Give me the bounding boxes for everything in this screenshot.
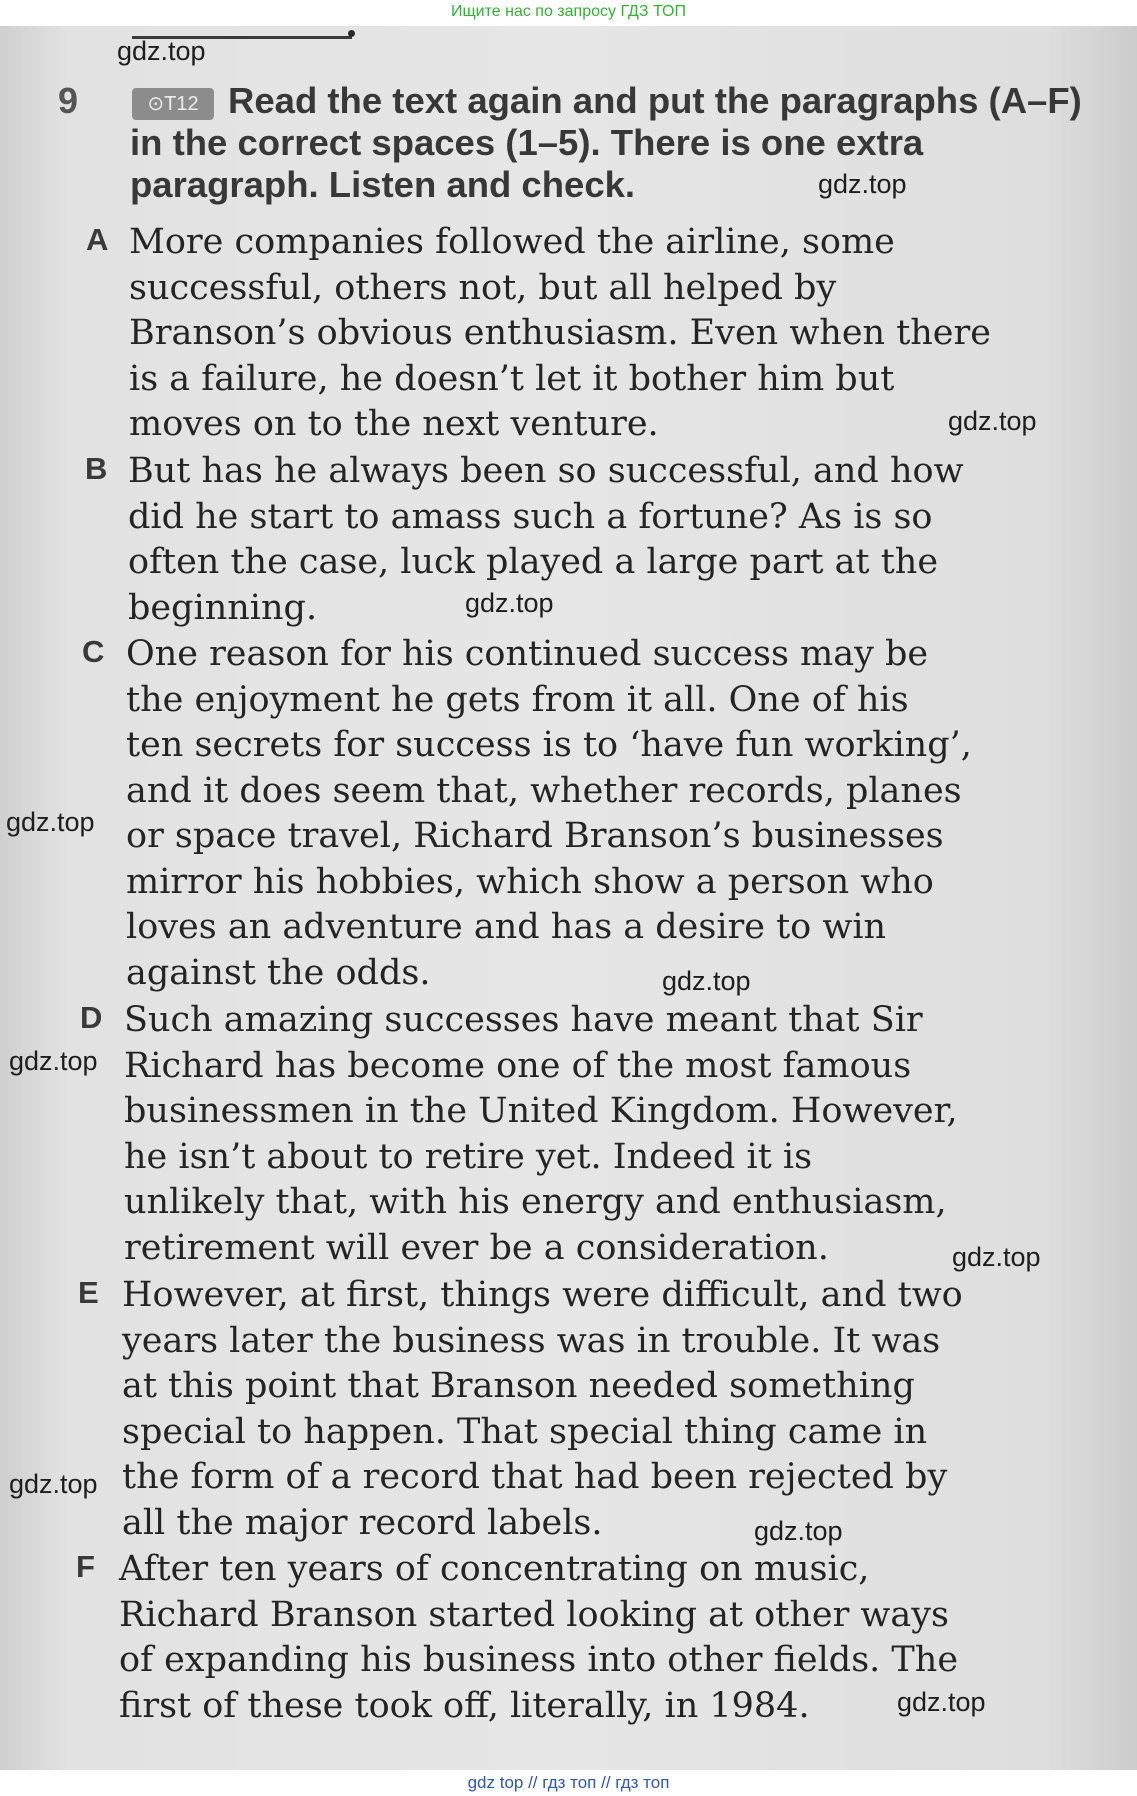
paragraph-letter: C [82, 634, 105, 669]
watermark: gdz.top [662, 966, 751, 996]
exercise-instructions: Read the text again and put the paragraphs (A–F) in the correct spaces (1–5). There is one extra paragraph. Listen and check. [130, 80, 1082, 205]
watermark: gdz.top [952, 1242, 1041, 1272]
paragraph-letter: D [80, 1000, 103, 1035]
watermark: gdz.top [465, 588, 554, 618]
watermark: gdz.top [117, 36, 206, 66]
paragraph-text: More companies followed the airline, some successful, others not, but all helped by Branson’s obvious enthusiasm. Even when there is a failure, he doesn’t let it bother him but moves on to the next venture. [129, 222, 991, 444]
paragraph-text: After ten years of concentrating on music, Richard Branson started looking at other ways of expanding his business into other fields. The first of these took off, literally, in 1984. [119, 1549, 959, 1726]
watermark: gdz.top [9, 1046, 98, 1076]
header-banner[interactable]: Ищите нас по запросу ГДЗ ТОП [451, 3, 686, 20]
paragraph-letter: B [85, 451, 108, 486]
exercise-number: 9 [58, 80, 79, 121]
watermark: gdz.top [818, 169, 907, 199]
paragraph-text: One reason for his continued success may be the enjoyment he gets from it all. One of his ten secrets for success is to ‘have fun working’, and it does seem that, whether records, planes or space travel, Richard Branson’s businesses mirror his hobbies, which show a person who loves an adventure and has a desire to win against the odds. [126, 634, 972, 993]
watermark: gdz.top [9, 1469, 98, 1499]
watermark: gdz.top [6, 807, 95, 837]
audio-track-badge[interactable]: ⊙T12 [132, 88, 214, 120]
answer-line-dot [348, 30, 355, 37]
textbook-page-scan [0, 26, 1137, 1770]
watermark: gdz.top [754, 1516, 843, 1546]
bleed-through-text [980, 44, 990, 82]
paragraph-text: But has he always been so successful, and how did he start to amass such a fortune? As is so often the case, luck played a large part at the beginning. [128, 451, 964, 628]
paragraph-letter: A [86, 222, 109, 257]
paragraph-text: Such amazing successes have meant that Sir Richard has become one of the most famous businessmen in the United Kingdom. However, he isn’t about to retire yet. Indeed it is unlikely that, with his energy and enthusiasm, retirement will ever be a consideration. [124, 1000, 958, 1268]
footer-links[interactable]: gdz top // гдз топ // гдз топ [467, 1773, 670, 1792]
paragraph-letter: E [78, 1275, 99, 1310]
paragraph-letter: F [76, 1549, 95, 1584]
paragraph-text: However, at first, things were difficult, and two years later the business was in trouble. It was at this point that Branson needed something special to happen. That special thing came in the form of a record that had been rejected by all the major record labels. [122, 1275, 963, 1543]
watermark: gdz.top [897, 1687, 986, 1717]
watermark: gdz.top [948, 406, 1037, 436]
